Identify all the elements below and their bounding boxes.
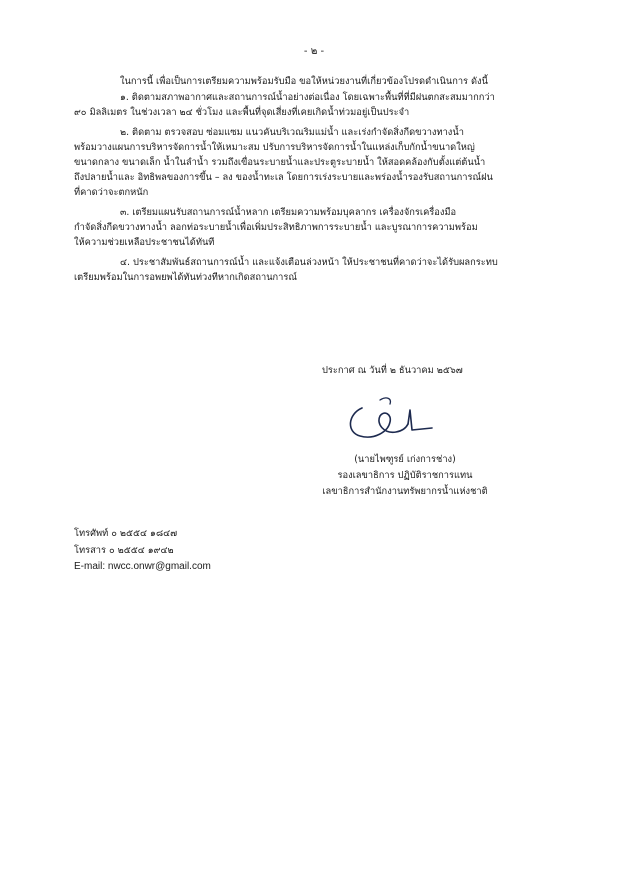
document-body	[74, 74, 554, 290]
item-4-line-1: ๔. ประชาสัมพันธ์สถานการณ์น้ำ และแจ้งเตือนล่วงหน้า ให้ประชาชนที่คาดว่าจะได้รับผลกระทบ	[120, 257, 498, 268]
item-3-line-2: กำจัดสิ่งกีดขวางทางน้ำ ลอกท่อระบายน้ำเพื่อเพิ่มประสิทธิภาพการระบายน้ำ และบูรณาการความพร้อม	[74, 222, 478, 233]
item-4-line-2: เตรียมพร้อมในการอพยพได้ทันท่วงทีหากเกิดสถานการณ์	[74, 272, 298, 283]
announcement-date: ประกาศ ณ วันที่ ๒ ธันวาคม ๒๕๖๗	[322, 365, 463, 376]
contact-block	[74, 526, 211, 576]
item-4-paragraph	[74, 255, 554, 285]
item-2-line-2: พร้อมวางแผนการบริหารจัดการน้ำให้เหมาะสม ปรับการบริหารจัดการน้ำในแหล่งเก็บกักน้ำขนาดใหญ่	[74, 142, 475, 153]
item-3-line-1: ๓. เตรียมแผนรับสถานการณ์น้ำหลาก เตรียมความพร้อมบุคลากร เครื่องจักรเครื่องมือ	[120, 207, 457, 218]
signer-block	[290, 452, 520, 500]
intro-line: ในการนี้ เพื่อเป็นการเตรียมความพร้อมรับมือ ขอให้หน่วยงานที่เกี่ยวข้องโปรดดำเนินการ ดังนี้	[120, 76, 488, 87]
handwritten-signature	[340, 392, 440, 446]
item-2-line-3: ขนาดกลาง ขนาดเล็ก น้ำในลำน้ำ รวมถึงเขื่อนระบายน้ำและประตูระบายน้ำ ให้สอดคล้องกับตั้งแต่ต้นน้ำ	[74, 157, 486, 168]
contact-phone: โทรศัพท์ ๐ ๒๕๕๔ ๑๘๔๗	[74, 528, 178, 539]
item-2-line-5: ที่คาดว่าจะตกหนัก	[74, 187, 149, 198]
signer-position-1: รองเลขาธิการ ปฏิบัติราชการแทน	[337, 470, 473, 481]
item-3-line-3: ให้ความช่วยเหลือประชาชนได้ทันที	[74, 237, 215, 248]
item-1-line-1: ๑. ติดตามสภาพอากาศและสถานการณ์น้ำอย่างต่อเนื่อง โดยเฉพาะพื้นที่ที่มีฝนตกสะสมมากกว่า	[120, 92, 495, 103]
signer-name: (นายไพฑูรย์ เก่งการช่าง)	[354, 454, 456, 465]
item-1-line-2: ๙๐ มิลลิเมตร ในช่วงเวลา ๒๔ ชั่วโมง และพื้นที่จุดเสี่ยงที่เคยเกิดน้ำท่วมอยู่เป็นประจำ	[74, 107, 410, 118]
item-2-line-4: ถึงปลายน้ำและ อิทธิพลของการขึ้น – ลง ของน้ำทะเล โดยการเร่งระบายและพร่องน้ำรองรับสถานการณ์ฝน	[74, 172, 493, 183]
item-1-paragraph	[74, 90, 554, 120]
intro-paragraph	[74, 74, 554, 89]
signer-position-2: เลขาธิการสำนักงานทรัพยากรน้ำแห่งชาติ	[322, 486, 488, 497]
page-number: - ๒ -	[303, 46, 325, 57]
item-3-paragraph	[74, 205, 554, 250]
contact-email: E-mail: nwcc.onwr@gmail.com	[74, 561, 211, 572]
item-2-line-1: ๒. ติดตาม ตรวจสอบ ซ่อมแซม แนวคันบริเวณริมแม่น้ำ และเร่งกำจัดสิ่งกีดขวางทางน้ำ	[120, 127, 464, 138]
contact-fax: โทรสาร ๐ ๒๕๕๔ ๑๙๔๒	[74, 544, 174, 556]
item-2-paragraph	[74, 125, 554, 200]
